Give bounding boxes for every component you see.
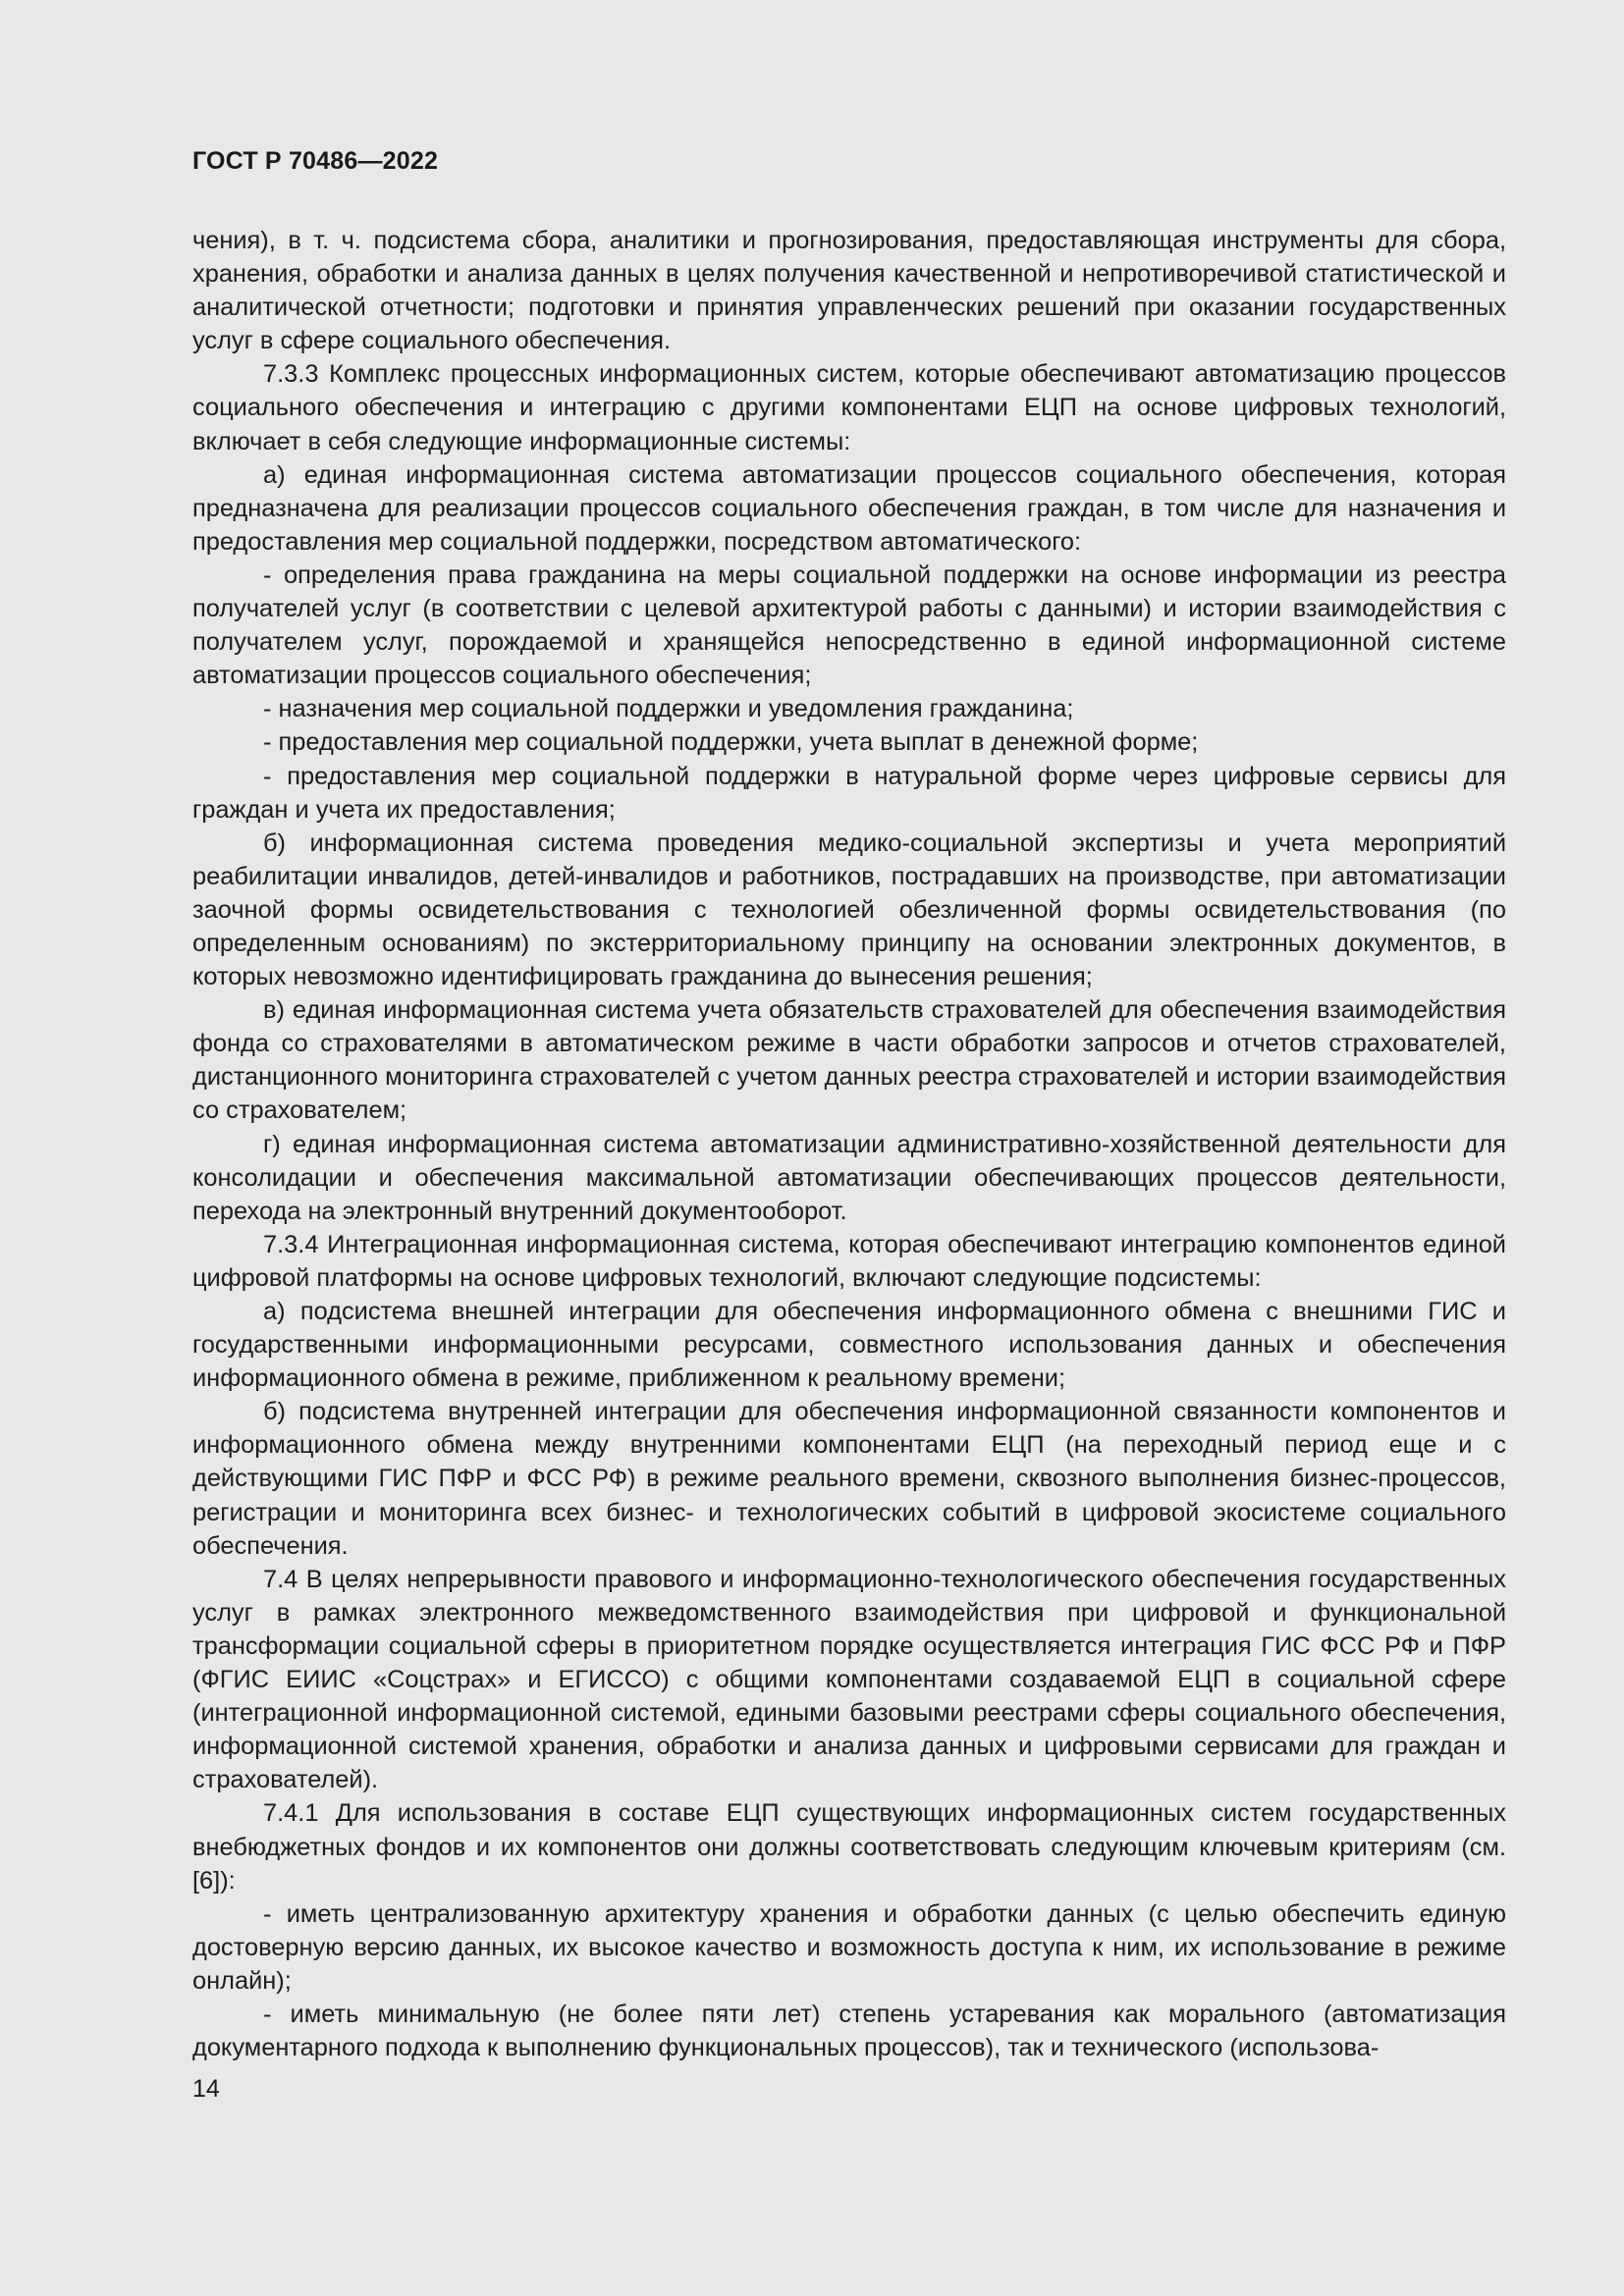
document-body xyxy=(192,224,1506,2064)
paragraph: чения), в т. ч. подсистема сбора, аналитики и прогнозирования, предоставляющая инструменты для сбора, хранения, обработки и анализа данных в целях получения качественной и непротиворечивой статистической и аналитической отчетности; подготовки и принятия управленческих решений при оказании государственных услуг в сфере социального обеспечения. xyxy=(192,227,1506,355)
paragraph: - предоставления мер социальной поддержки, учета выплат в денежной форме; xyxy=(263,728,1199,757)
paragraph: 7.4 В целях непрерывности правового и информационно-технологического обеспечения государственных услуг в рамках электронного межведомственного взаимодействия при цифровой и функциональной трансформации социальной сферы в приоритетном порядке осуществляется интеграция ГИС ФСС РФ и ПФР (ФГИС ЕИИС «Соцстрах» и ЕГИССО) с общими компонентами создаваемой ЕЦП в социальной сфере (интеграционной информационной системой, едиными базовыми реестрами сферы социального обеспечения, информационной системой хранения, обработки и анализа данных и цифровыми сервисами для граждан и страхователей). xyxy=(192,1565,1506,1794)
paragraph: - назначения мер социальной поддержки и уведомления гражданина; xyxy=(263,695,1074,723)
paragraph: - иметь централизованную архитектуру хранения и обработки данных (с целью обеспечить единую достоверную версию данных, их высокое качество и возможность доступа к ним, их использование в режиме онлайн); xyxy=(192,1899,1506,1995)
paragraph: а) подсистема внешней интеграции для обеспечения информационного обмена с внешними ГИС и государственными информационными ресурсами, совместного использования данных и обеспечения информационного обмена в режиме, приближенном к реальному времени; xyxy=(192,1298,1506,1393)
paragraph: - иметь минимальную (не более пяти лет) степень устаревания как морального (автоматизация документарного подхода к выполнению функциональных процессов), так и технического (использова- xyxy=(192,2000,1506,2062)
page-number: 14 xyxy=(192,2075,220,2103)
paragraph: г) единая информационная система автоматизации административно-хозяйственной деятельности для консолидации и обеспечения максимальной автоматизации обеспечивающих процессов деятельности, перехода на электронный внутренний документооборот. xyxy=(192,1130,1506,1225)
paragraph: б) подсистема внутренней интеграции для обеспечения информационной связанности компонентов и информационного обмена между внутренними компонентами ЕЦП (на переходный период еще и с действующими ГИС ПФР и ФСС РФ) в режиме реального времени, сквозного выполнения бизнес-процессов, регистрации и мониторинга всех бизнес- и технологических событий в цифровой экосистеме социального обеспечения. xyxy=(192,1398,1506,1560)
paragraph: - предоставления мер социальной поддержки в натуральной форме через цифровые сервисы для граждан и учета их предоставления; xyxy=(192,762,1506,824)
paragraph: 7.4.1 Для использования в составе ЕЦП существующих информационных систем государственных внебюджетных фондов и их компонентов они должны соответствовать следующим ключевым критериям (см. [6]): xyxy=(192,1799,1506,1895)
paragraph: 7.3.3 Комплекс процессных информационных систем, которые обеспечивают автоматизацию процессов социального обеспечения и интеграцию с другими компонентами ЕЦП на основе цифровых технологий, включает в себя следующие информационные системы: xyxy=(192,360,1506,455)
document-header: ГОСТ Р 70486—2022 xyxy=(192,147,439,175)
paragraph: в) единая информационная система учета обязательств страхователей для обеспечения взаимодействия фонда со страхователями в автоматическом режиме в части обработки запросов и отчетов страхователей, дистанционного мониторинга страхователей с учетом данных реестра страхователей и истории взаимодействия со страхователем; xyxy=(192,996,1506,1125)
paragraph: б) информационная система проведения медико-социальной экспертизы и учета мероприятий реабилитации инвалидов, детей-инвалидов и работников, пострадавших на производстве, при автоматизации заочной формы освидетельствования с технологией обезличенной формы освидетельствования (по определенным основаниям) по экстерриториальному принципу на основании электронных документов, в которых невозможно идентифицировать гражданина до вынесения решения; xyxy=(192,828,1506,991)
paragraph: - определения права гражданина на меры социальной поддержки на основе информации из реестра получателей услуг (в соответствии с целевой архитектурой работы с данными) и истории взаимодействия с получателем услуг, порождаемой и хранящейся непосредственно в единой информационной системе автоматизации процессов социального обеспечения; xyxy=(192,561,1506,690)
paragraph: а) единая информационная система автоматизации процессов социального обеспечения, которая предназначена для реализации процессов социального обеспечения граждан, в том числе для назначения и предоставления мер социальной поддержки, посредством автоматического: xyxy=(192,460,1506,556)
paragraph: 7.3.4 Интеграционная информационная система, которая обеспечивают интеграцию компонентов единой цифровой платформы на основе цифровых технологий, включают следующие подсистемы: xyxy=(192,1230,1506,1292)
